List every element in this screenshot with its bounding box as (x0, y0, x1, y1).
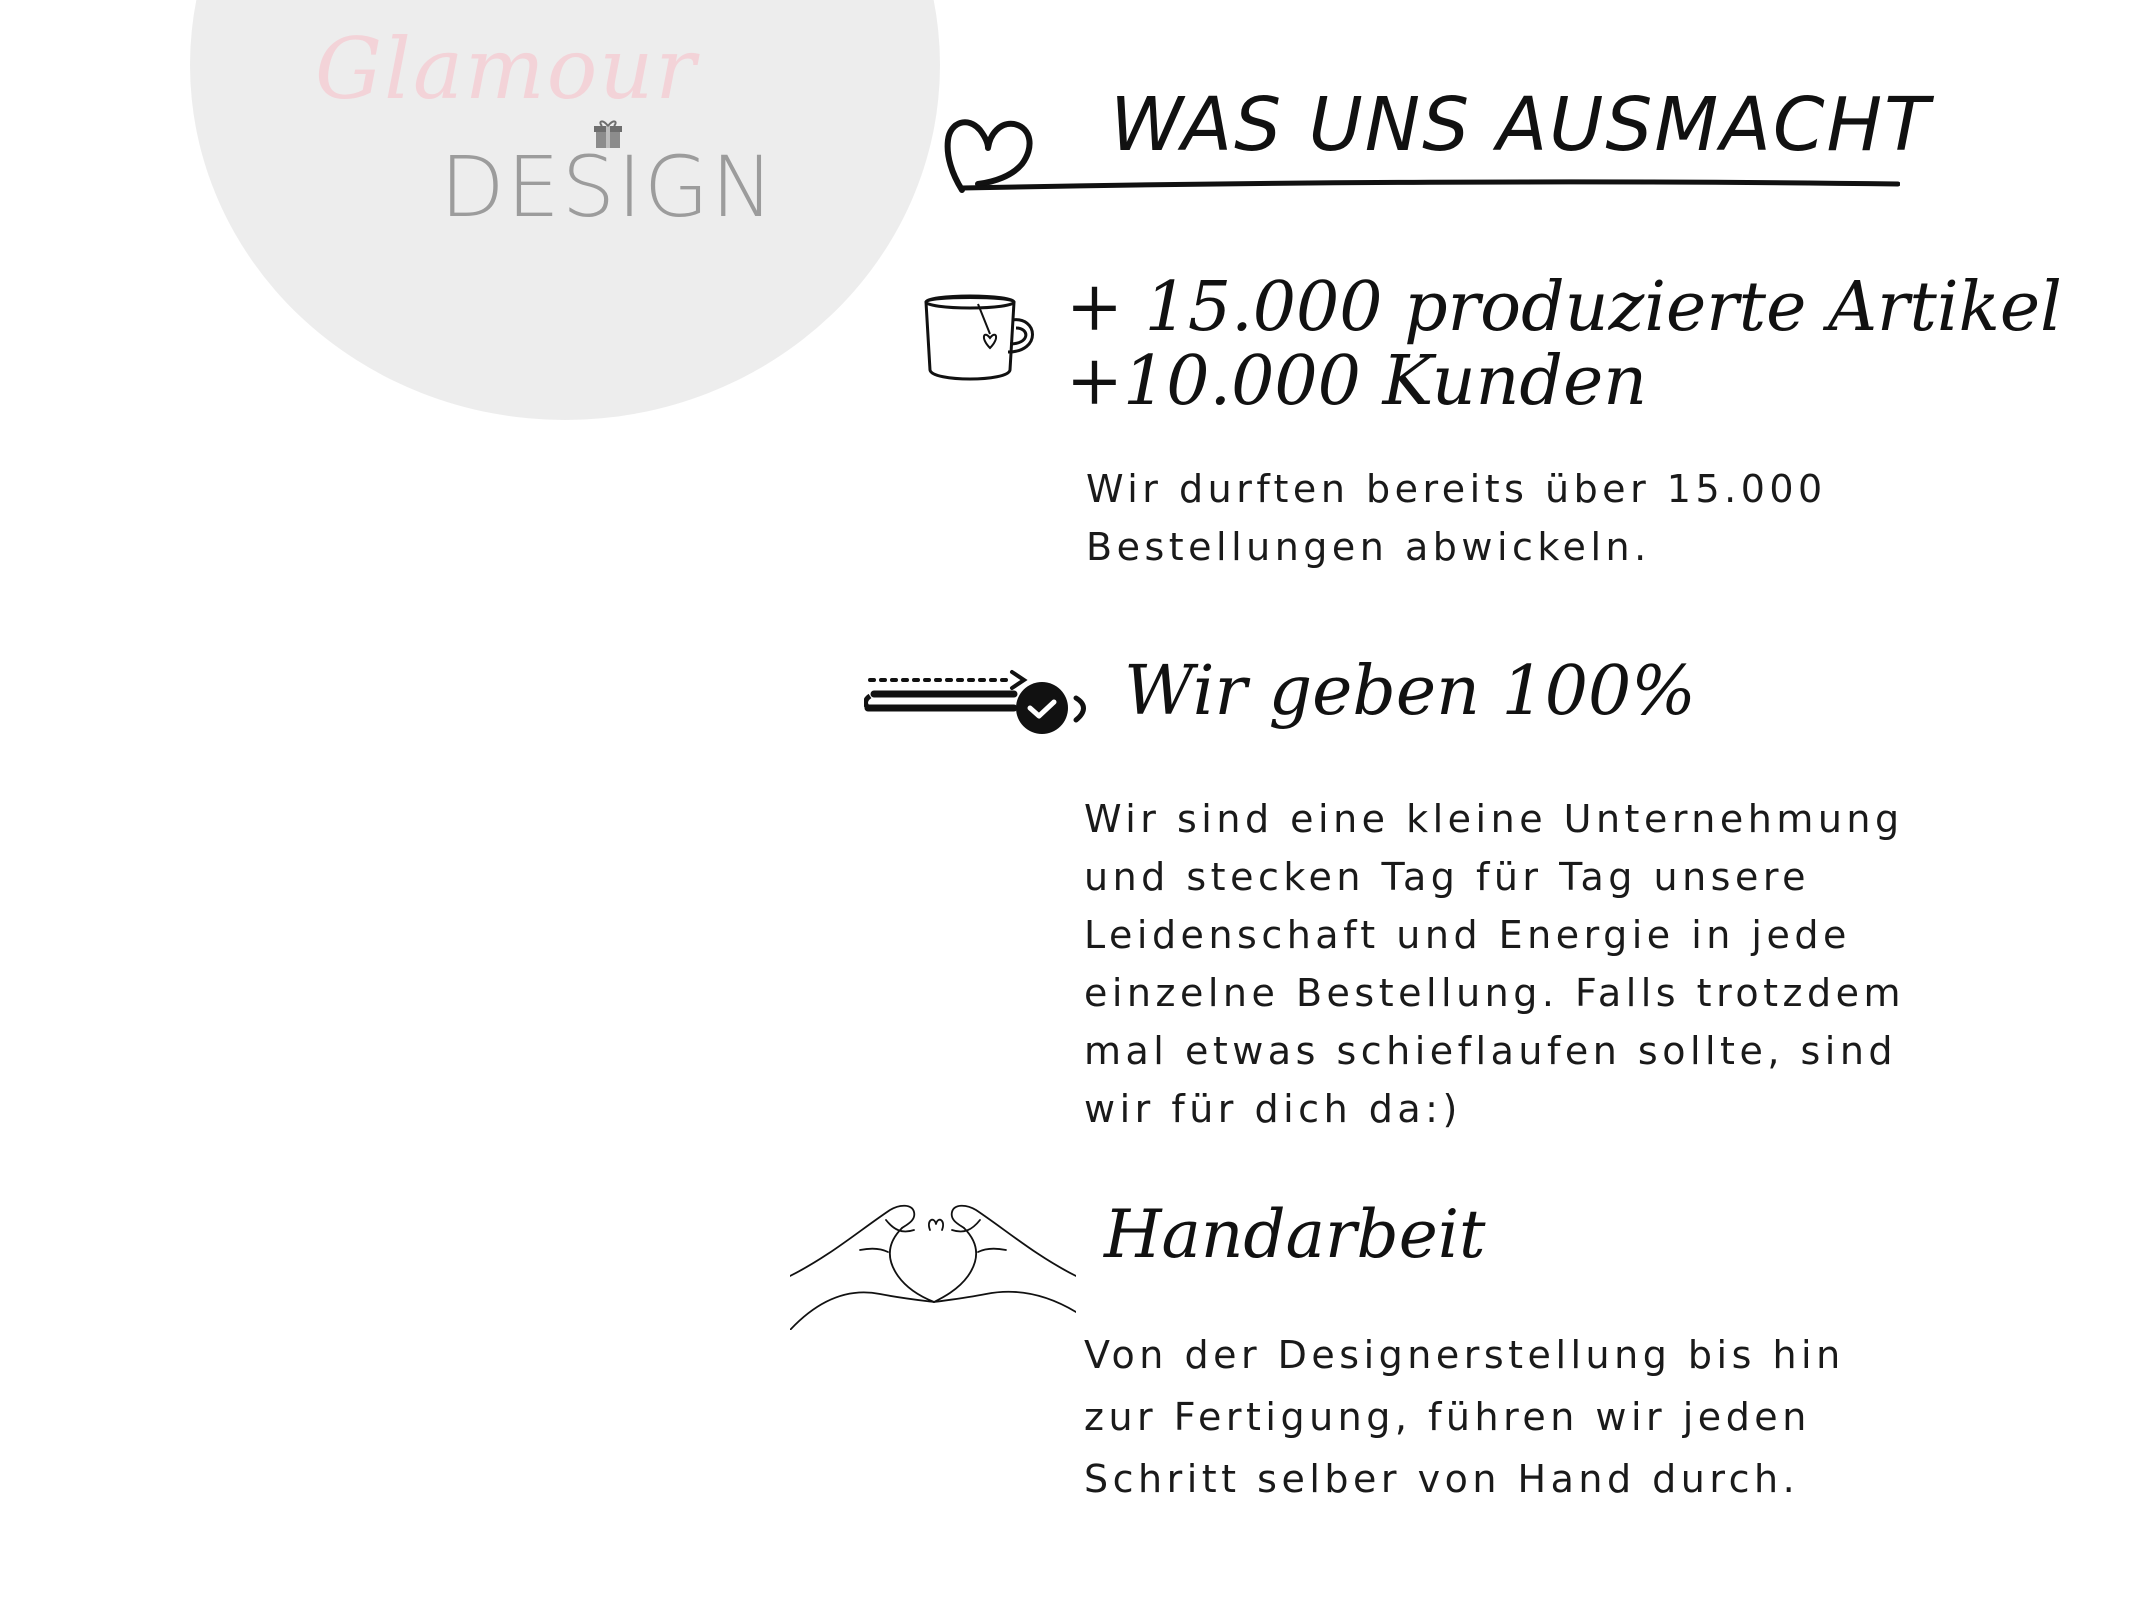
section-handmade-heading: Handarbeit (1104, 1196, 1486, 1273)
logo-script-text: Glamour (315, 20, 698, 118)
section-stats-body (1086, 460, 1966, 576)
body-line: Schritt selber von Hand durch. (1084, 1457, 1800, 1501)
section-effort-body (1084, 790, 2084, 1138)
body-line: mal etwas schieflaufen sollte, sind (1084, 1029, 1898, 1073)
section-stats-heading-line2: +10.000 Kunden (1066, 342, 1647, 421)
section-effort-heading: Wir geben 100% (1124, 652, 1696, 731)
body-line: Von der Designerstellung bis hin (1084, 1333, 1845, 1377)
body-line: wir für dich da:) (1084, 1087, 1462, 1131)
progress-check-icon (864, 666, 1096, 736)
page-title: WAS UNS AUSMACHT (1110, 82, 1932, 168)
section-stats-heading-line1: + 15.000 produzierte Artikel (1066, 268, 2062, 347)
heart-hands-icon (790, 1190, 1076, 1330)
title-underline (960, 176, 1900, 194)
section-handmade-body (1084, 1324, 2084, 1510)
body-line: Wir durften bereits über 15.000 (1086, 467, 1827, 511)
body-line: und stecken Tag für Tag unsere (1084, 855, 1811, 899)
body-line: Bestellungen abwickeln. (1086, 525, 1651, 569)
body-line: zur Fertigung, führen wir jeden (1084, 1395, 1811, 1439)
tea-cup-icon (920, 290, 1042, 390)
body-line: einzelne Bestellung. Falls trotzdem (1084, 971, 1905, 1015)
logo-word: DESIGN (440, 138, 776, 236)
body-line: Leidenschaft und Energie in jede (1084, 913, 1851, 957)
body-line: Wir sind eine kleine Unternehmung (1084, 797, 1904, 841)
